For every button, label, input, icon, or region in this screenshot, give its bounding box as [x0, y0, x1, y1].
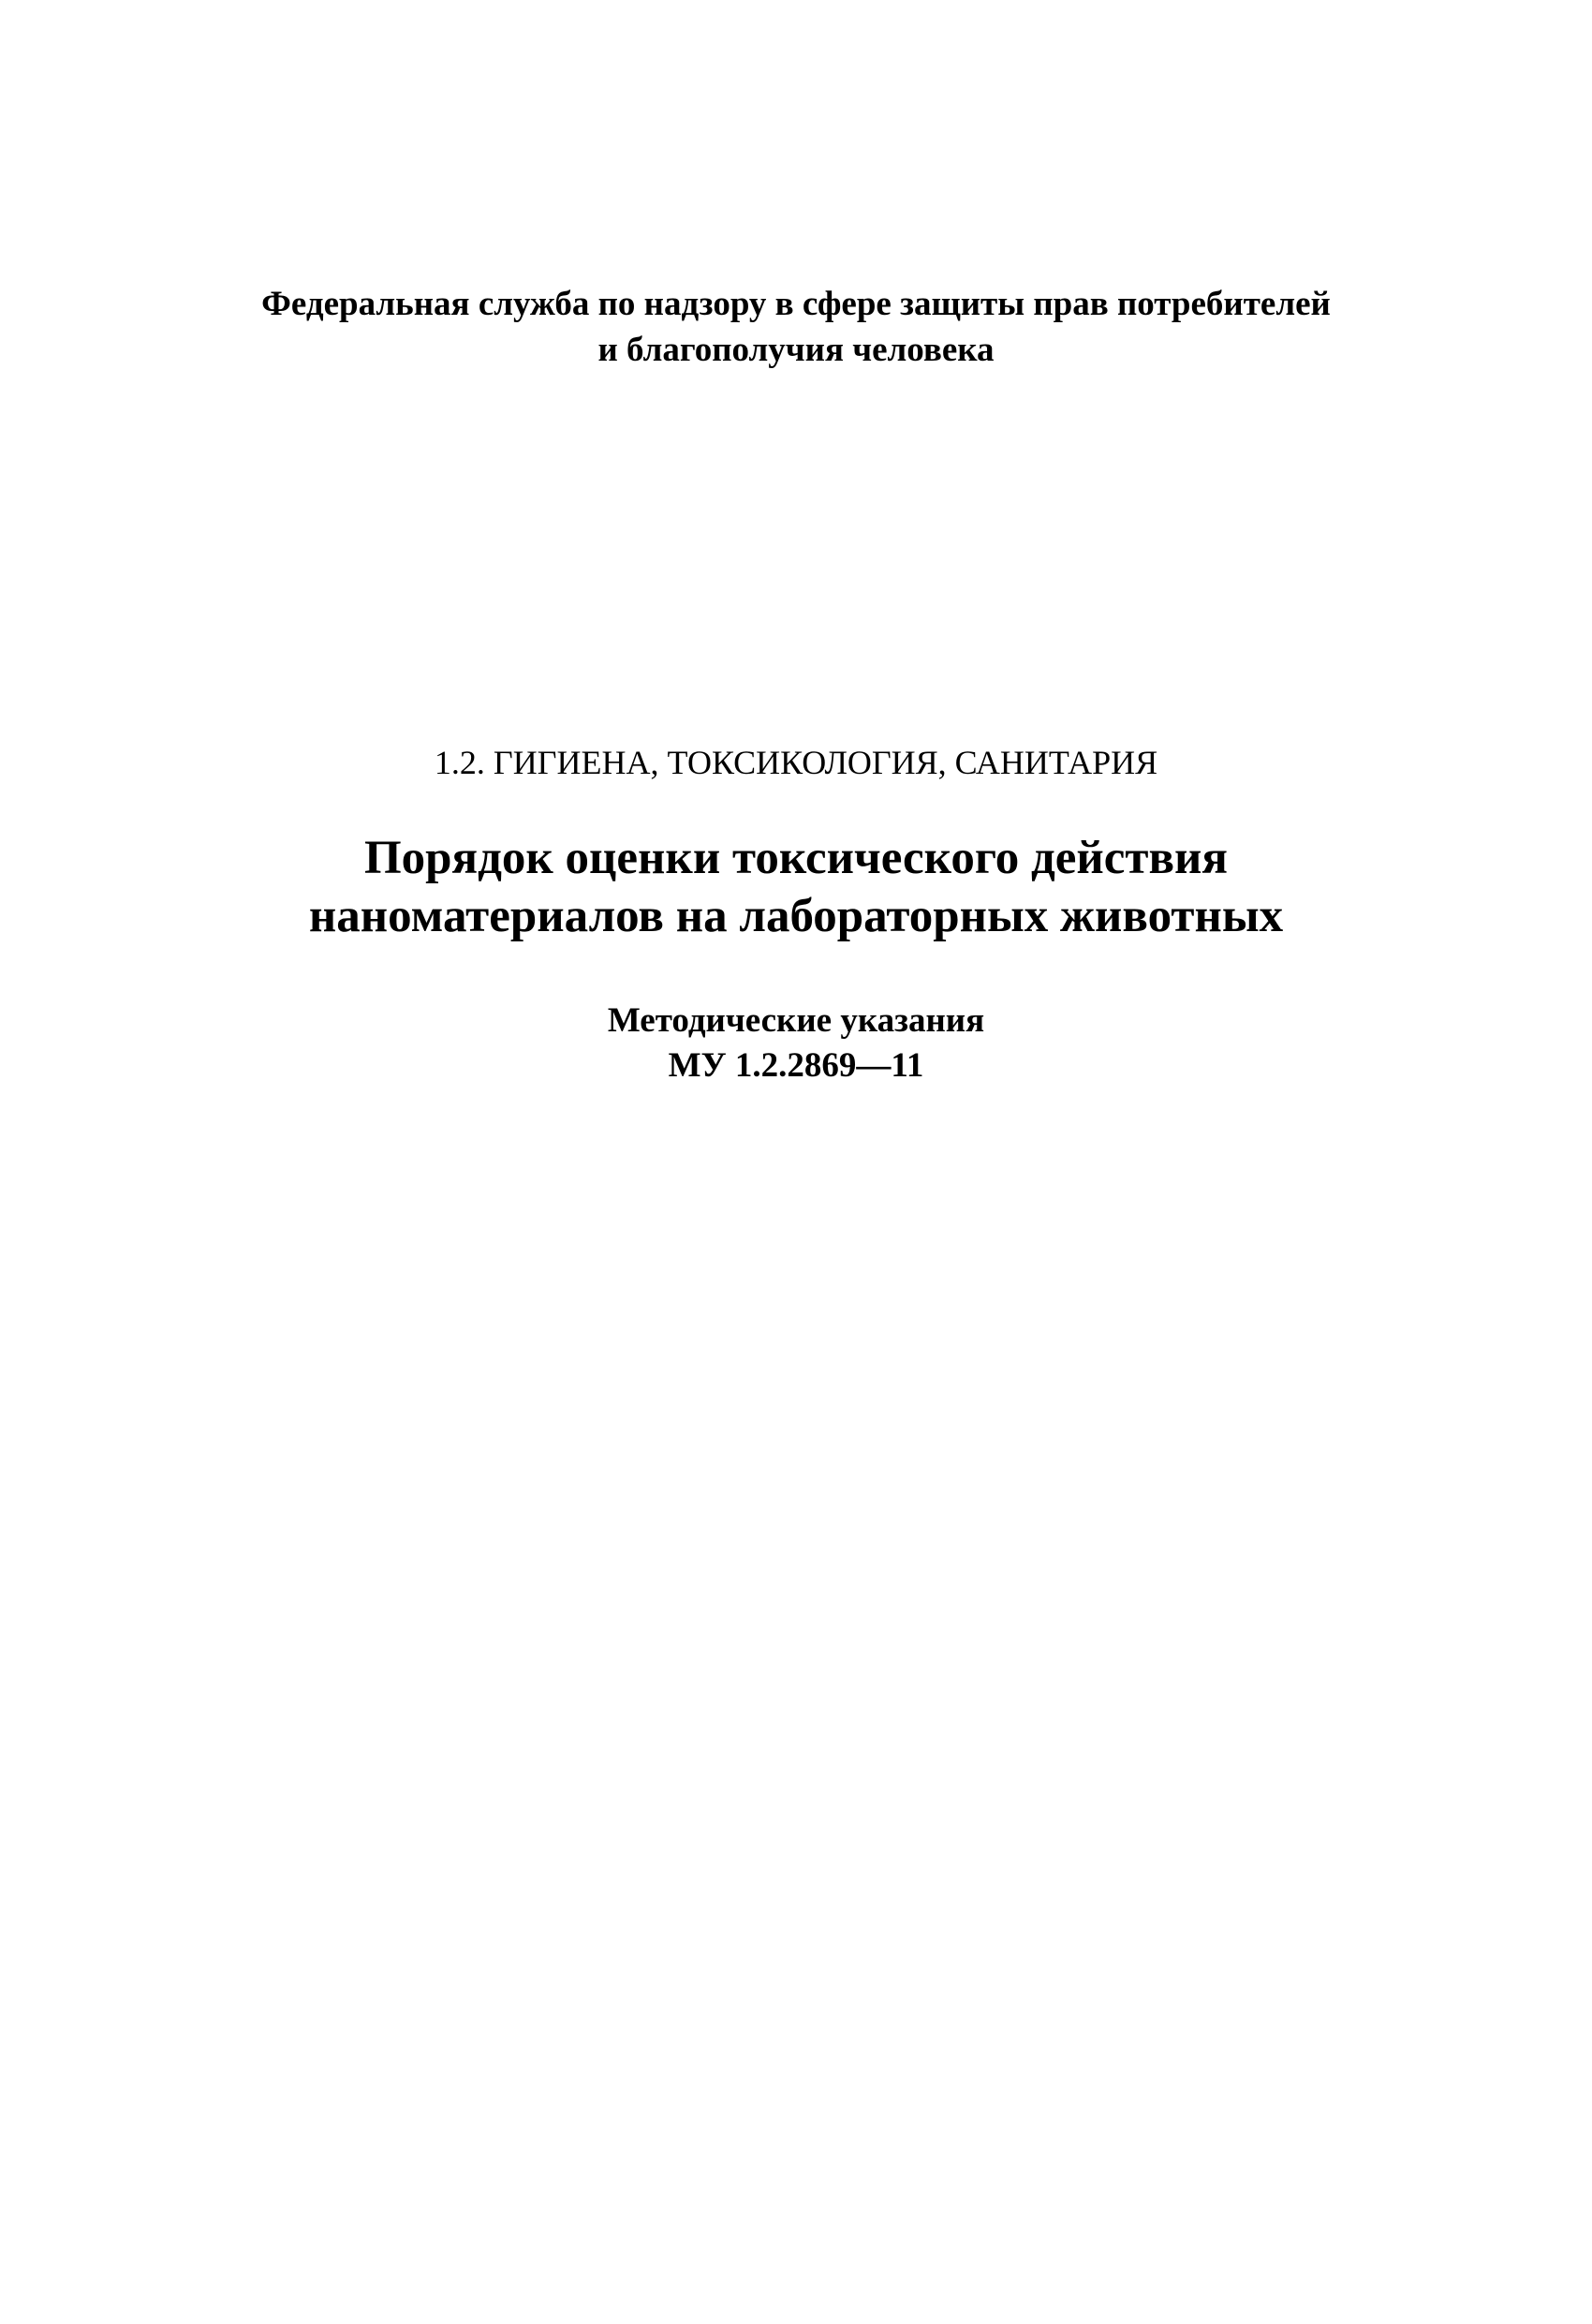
authority-line-1: Федеральная служба по надзору в сфере защиты прав потребителей: [261, 285, 1331, 323]
document-designation: [0, 999, 1592, 1088]
issuing-authority: [0, 281, 1592, 373]
document-code: МУ 1.2.2869—11: [668, 1046, 924, 1085]
authority-line-2: и благополучия человека: [597, 331, 995, 369]
title-line-2: наноматериалов на лабораторных животных: [308, 890, 1284, 942]
document-title: [0, 829, 1592, 945]
section-heading: 1.2. ГИГИЕНА, ТОКСИКОЛОГИЯ, САНИТАРИЯ: [434, 744, 1158, 781]
document-type: Методические указания: [607, 1001, 985, 1040]
title-line-1: Порядок оценки токсического действия: [363, 832, 1229, 884]
